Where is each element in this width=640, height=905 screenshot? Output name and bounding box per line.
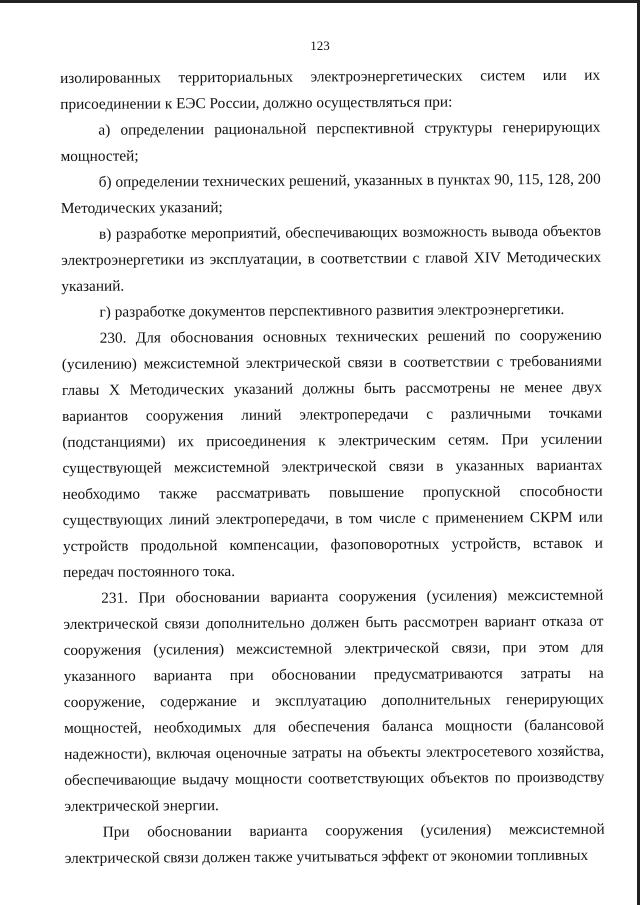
paragraph-231: 231. При обосновании варианта сооружения (усиления) межсистемной электрической связи дополнительно должен быть рассмотрен вариант отказа от сооружения (усиления) межсистемной электрической связи, при этом для указанного варианта при обосновании предусматриваются затраты на сооружение, содержание и эксплуатацию дополнительных генерирующих мощностей, необходимых для обеспечения баланса мощности (балансовой надежности), включая оценочные затраты на объекты электросетевого хозяйства, обеспечивающие выдачу мощности соответствующих объектов по производству электрической энергии.: [63, 586, 605, 815]
paragraph-continuation: изолированных территориальных электроэнергетических систем или их присоединении к ЕЭС России, должно осуществляться при:: [60, 66, 601, 113]
document-body: [60, 63, 605, 872]
paragraph-230: 230. Для обоснования основных технических решений по сооружению (усилению) межсистемной электрической связи в соответствии с требованиями главы X Методических указаний должны быть рассмотрены не менее двух вариантов сооружения линий электропередачи с различными точками (подстанциями) их присоединения к электрическим сетям. При усилении существующей межсистемной электрической связи в указанных вариантах необходимо также рассматривать повышение пропускной способности существующих линий электропередачи, в том числе с применением СКРМ или устройств продольной компенсации, фазоповоротных устройств, вставок и передач постоянного тока.: [61, 326, 603, 581]
scan-edge-top: [0, 0, 640, 3]
list-item-a: а) определении рациональной перспективной структуры генерирующих мощностей;: [60, 118, 601, 165]
list-item-v: в) разработке мероприятий, обеспечивающих возможность вывода объектов электроэнергетики из эксплуатации, в соответствии с главой XIV Методических указаний.: [61, 222, 602, 295]
page-number: 123: [310, 38, 330, 53]
list-item-g: г) разработке документов перспективного развития электроэнергетики.: [99, 300, 565, 321]
list-item-b: б) определении технических решений, указанных в пунктах 90, 115, 128, 200 Методических указаний;: [60, 170, 601, 217]
paragraph-final: При обосновании варианта сооружения (усиления) межсистемной электрической связи должен также учитываться эффект от экономии топливных: [64, 820, 605, 867]
